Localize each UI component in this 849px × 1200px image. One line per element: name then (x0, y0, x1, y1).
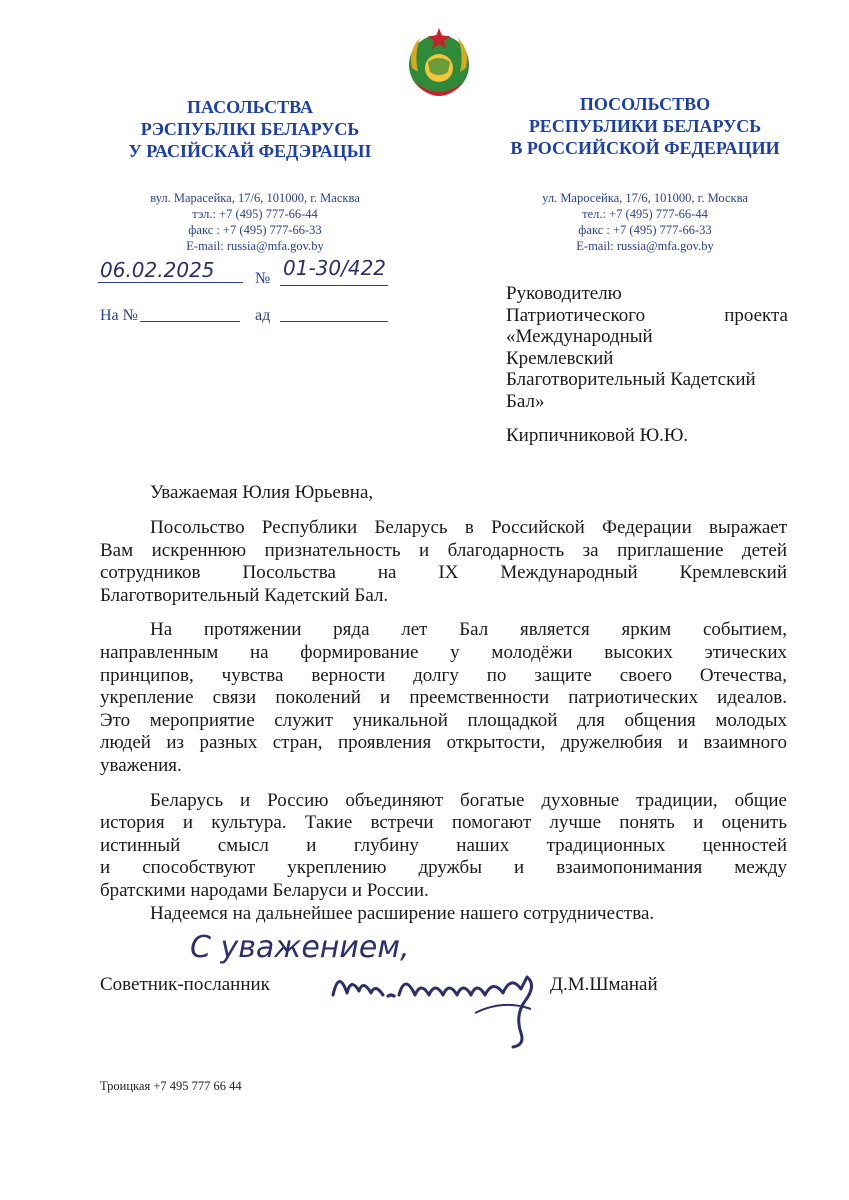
recipient-line: Кремлевский (506, 347, 614, 369)
registration-date: 06.02.2025 (100, 258, 215, 282)
recipient-line: «Международный (506, 326, 653, 347)
body-line: направленным на формирование у молодёжи высоких этических (100, 641, 787, 663)
recipient-name: Кирпичниковой Ю.Ю. (506, 425, 689, 446)
header-title-line: ПАСОЛЬСТВА (187, 97, 313, 117)
paragraph (100, 619, 787, 777)
header-title-line: РЕСПУБЛИКИ БЕЛАРУСЬ (528, 116, 762, 136)
recipient-line: Руководителю (506, 283, 622, 304)
paragraph (100, 517, 787, 607)
footer-contact: Троицкая +7 495 777 66 44 (100, 1079, 242, 1093)
salutation: Уважаемая Юлия Юрьевна, (150, 482, 374, 503)
body-line: Беларусь и Россию объединяют богатые духовные традиции, общие (150, 789, 787, 811)
handwritten-greeting: С уважением, (190, 930, 410, 965)
body-line: Посольство Республики Беларусь в Российской Федерации выражает (150, 517, 787, 538)
body-line: Благотворительный Кадетский Бал. (100, 584, 389, 606)
header-title-line: В РОССИЙСКОЙ ФЕДЕРАЦИИ (510, 138, 780, 158)
recipient-block (506, 283, 788, 412)
body-line: братскими народами Беларуси и России. (100, 879, 429, 901)
header-address-ru (515, 190, 775, 254)
body-line: уважения. (100, 754, 182, 776)
address-line: E-mail: russia@mfa.gov.by (186, 239, 324, 253)
reference-label: На № (100, 307, 138, 324)
recipient-line: Благотворительный Кадетский (506, 369, 756, 390)
registration-number-label: № (255, 270, 271, 287)
signatory-name: Д.М.Шманай (550, 974, 658, 995)
paragraph (100, 790, 787, 903)
address-line: факс : +7 (495) 777-66-33 (578, 223, 712, 237)
body-line: укрепление связи поколений и преемственности патриотических идеалов. (100, 687, 787, 709)
header-title-line: У РАСІЙСКАЙ ФЕДЭРАЦЫІ (128, 141, 372, 161)
recipient-line: Бал» (506, 390, 545, 412)
reference-date-line (280, 321, 388, 322)
paragraph (100, 903, 787, 926)
reference-date-label: ад (255, 307, 271, 324)
address-line: факс : +7 (495) 777-66-33 (188, 223, 322, 237)
body-line: сотрудников Посольства на IX Международный Кремлевский (100, 562, 787, 584)
body-line: Это мероприятие служит уникальной площадкой для общения молодых (100, 709, 787, 731)
body-line: принципов, чувства верности долгу по защите своего Отечества, (100, 664, 787, 686)
recipient-line: Патриотического проекта (506, 304, 788, 326)
body-line: На протяжении ряда лет Бал является ярким событием, (150, 619, 787, 641)
state-emblem-icon (398, 22, 480, 104)
letter-body (100, 517, 787, 925)
number-underline (280, 285, 388, 286)
date-underline (98, 282, 243, 283)
header-title-line: ПОСОЛЬСТВО (579, 94, 711, 114)
address-line: E-mail: russia@mfa.gov.by (576, 239, 714, 253)
header-title-by (90, 96, 410, 162)
address-line: тел.: +7 (495) 777-66-44 (582, 207, 708, 221)
header-title-line: РЭСПУБЛІКІ БЕЛАРУСЬ (140, 119, 360, 139)
signatory-position: Советник-посланник (100, 974, 270, 995)
address-line: ул. Маросейка, 17/6, 101000, г. Москва (542, 191, 748, 205)
reference-number-line (140, 321, 240, 322)
body-line: людей из разных стран, проявления открытости, дружелюбия и взаимного (100, 732, 787, 754)
body-line: Вам искреннюю признательность и благодарность за приглашение детей (100, 539, 787, 561)
body-line: и способствуют укреплению дружбы и взаимопонимания между (100, 857, 787, 879)
registration-number: 01-30/422 (283, 256, 387, 280)
address-line: вул. Марасейка, 17/6, 101000, г. Масква (150, 191, 360, 205)
body-line: Надеемся на дальнейшее расширение нашего сотрудничества. (150, 902, 655, 924)
body-line: истинный смысл и глубину наших традиционных ценностей (100, 834, 787, 856)
body-line: история и культура. Такие встречи помогают лучше понять и оценить (100, 812, 787, 834)
header-address-by (130, 190, 380, 254)
handwritten-signature (325, 955, 565, 1050)
header-title-ru (480, 93, 810, 159)
address-line: тэл.: +7 (495) 777-66-44 (192, 207, 318, 221)
